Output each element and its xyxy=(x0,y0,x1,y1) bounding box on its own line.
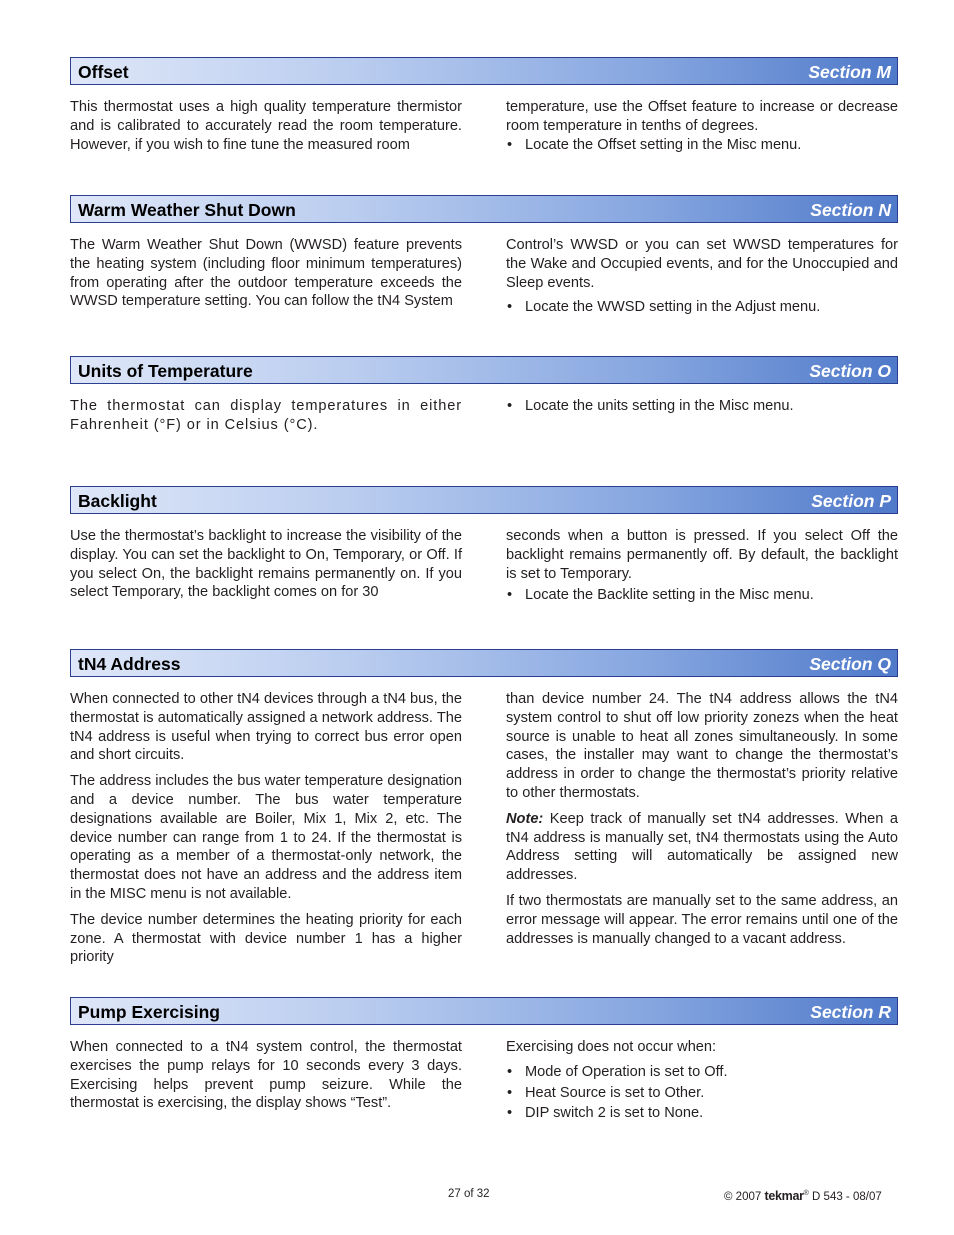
bullet-item: • Mode of Operation is set to Off. xyxy=(506,1063,898,1082)
bullet-item: • Locate the WWSD setting in the Adjust menu. xyxy=(506,298,898,317)
section-header-bar xyxy=(70,486,898,514)
section-label: Section P xyxy=(811,491,891,511)
bullet-item: • Locate the Backlite setting in the Misc menu. xyxy=(506,586,898,605)
right-column xyxy=(506,1038,898,1125)
section-label: Section R xyxy=(810,1002,891,1022)
paragraph: When connected to other tN4 devices through a tN4 bus, the thermostat is automatically assigned a network address. The tN4 address is useful when trying to correct bus error open and short circuits. xyxy=(70,691,462,764)
bullet-item: • Locate the Offset setting in the Misc menu. xyxy=(506,136,898,155)
footer-copyright xyxy=(724,1187,882,1204)
document-code: D 543 - 08/07 xyxy=(812,1190,882,1203)
section-header-bar xyxy=(70,57,898,85)
section-units xyxy=(70,356,898,433)
section-header-bar xyxy=(70,997,898,1025)
paragraph: than device number 24. The tN4 address allows the tN4 system control to shut off low priority zonezs when the heat source is unable to heat all zones simultaneously. In some cases, the installer may want to change the thermostat’s address in order to change the thermostat’s priority relative to other thermostats. xyxy=(506,691,898,801)
bullet-item: • Locate the units setting in the Misc menu. xyxy=(506,397,898,416)
bullet-list xyxy=(506,586,898,605)
bullet-list xyxy=(506,136,898,155)
right-column xyxy=(506,98,898,156)
section-label: Section O xyxy=(809,361,891,381)
section-title: Warm Weather Shut Down xyxy=(78,200,296,220)
section-wwsd xyxy=(70,195,898,316)
section-pump-exercising xyxy=(70,997,898,1122)
paragraph: The device number determines the heating priority for each zone. A thermostat with device number 1 has a higher priority xyxy=(70,911,462,966)
left-column xyxy=(70,397,462,441)
paragraph: Exercising does not occur when: xyxy=(506,1039,717,1055)
section-backlight xyxy=(70,486,898,604)
section-header-bar xyxy=(70,649,898,677)
left-column xyxy=(70,527,462,608)
right-column xyxy=(506,690,898,954)
section-tn4-address xyxy=(70,649,898,966)
section-title: Offset xyxy=(78,62,129,82)
paragraph: Control’s WWSD or you can set WWSD temperatures for the Wake and Occupied events, and for the Unoccupied and Sleep events. xyxy=(506,237,898,291)
left-column xyxy=(70,690,462,973)
note-label: Note: xyxy=(506,810,544,827)
section-label: Section M xyxy=(808,62,891,82)
section-label: Section Q xyxy=(809,654,891,674)
right-column xyxy=(506,397,898,418)
left-column xyxy=(70,98,462,160)
note-text: Keep track of manually set tN4 addresses. When a tN4 address is manually set, tN4 thermostats using the Auto Address setting will automatically be assigned new addresses. xyxy=(506,810,898,884)
paragraph: temperature, use the Offset feature to increase or decrease room temperature in tenths of degrees. xyxy=(506,99,898,134)
copyright-text: © 2007 xyxy=(724,1190,762,1203)
bullet-list xyxy=(506,397,898,416)
paragraph: Use the thermostat’s backlight to increase the visibility of the display. You can set the backlight to On, Temporary, or Off. If you select On, the backlight remains permanently on. If you select Temporary, the backlight comes on for 30 xyxy=(70,528,462,601)
section-label: Section N xyxy=(810,200,891,220)
right-column xyxy=(506,236,898,319)
bullet-list xyxy=(506,1063,898,1123)
paragraph: When connected to a tN4 system control, the thermostat exercises the pump relays for 10 seconds every 3 days. Exercising helps prevent pump seizure. While the thermostat is exercising, the display shows “Test”. xyxy=(70,1039,462,1112)
paragraph: seconds when a button is pressed. If you select Off the backlight remains permanently off. By default, the backlight is set to Temporary. xyxy=(506,528,898,582)
section-title: Units of Temperature xyxy=(78,361,253,381)
paragraph: If two thermostats are manually set to the same address, an error message will appear. The error remains until one of the addresses is manually changed to a vacant address. xyxy=(506,892,898,947)
section-title: tN4 Address xyxy=(78,654,181,674)
right-column xyxy=(506,527,898,607)
left-column xyxy=(70,1038,462,1119)
bullet-list xyxy=(506,298,898,317)
section-header-bar xyxy=(70,195,898,223)
section-offset xyxy=(70,57,898,153)
bullet-item: • DIP switch 2 is set to None. xyxy=(506,1104,898,1123)
note-paragraph xyxy=(506,810,898,885)
bullet-item: • Heat Source is set to Other. xyxy=(506,1084,898,1103)
paragraph: The thermostat can display temperatures in either Fahrenheit (°F) or in Celsius (°C). xyxy=(70,398,462,433)
left-column xyxy=(70,236,462,317)
brand-logo: tekmar xyxy=(764,1188,804,1203)
section-title: Backlight xyxy=(78,491,157,511)
paragraph: The Warm Weather Shut Down (WWSD) feature prevents the heating system (including floor minimum temperatures) from operating after the outdoor temperature exceeds the WWSD temperature setting. You can follow the tN4 System xyxy=(70,237,462,310)
registered-mark: ® xyxy=(803,1190,809,1197)
section-title: Pump Exercising xyxy=(78,1002,220,1022)
paragraph: This thermostat uses a high quality temperature thermistor and is calibrated to accurately read the room temperature. However, if you wish to fine tune the measured room xyxy=(70,99,462,153)
paragraph: The address includes the bus water temperature designation and a device number. The bus water temperature designations available are Boiler, Mix 1, Mix 2, etc. The device number can range from 1 to 24. If the thermostat is operating as a member of a thermostat-only network, the thermostat does not have an address and the address item in the MISC menu is not available. xyxy=(70,773,462,902)
section-header-bar xyxy=(70,356,898,384)
page-number: 27 of 32 xyxy=(448,1188,490,1200)
